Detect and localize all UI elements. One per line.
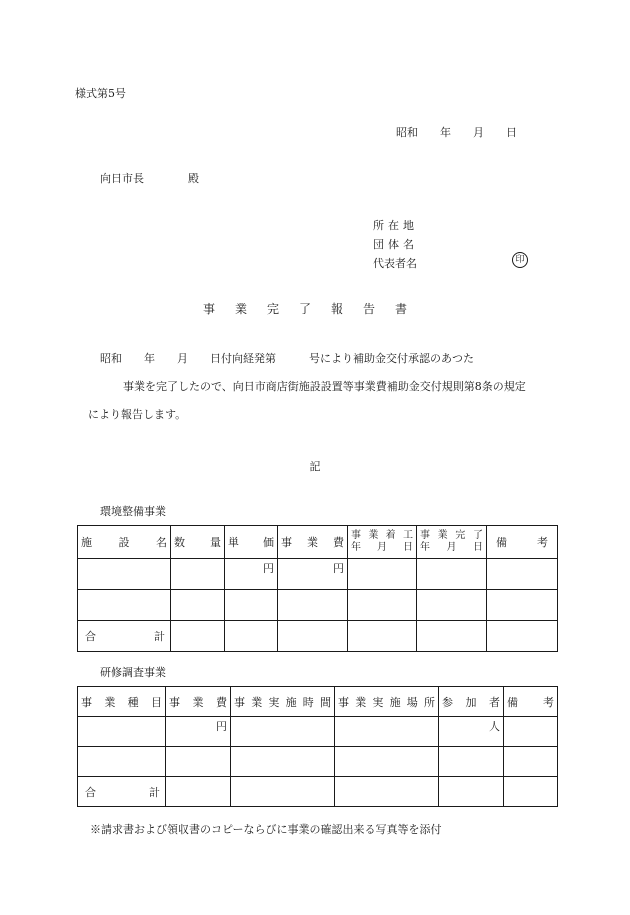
header-char: 時: [302, 695, 314, 709]
form-number: 様式第5号: [75, 87, 126, 100]
cell: [278, 590, 348, 621]
header-char: 工: [402, 530, 413, 541]
address-label: 所在地: [373, 219, 418, 232]
cell: [171, 590, 225, 621]
cell: [439, 777, 504, 807]
header-char: 事: [81, 695, 92, 709]
cell: [348, 621, 417, 652]
header-remarks: [504, 687, 558, 717]
training-project-table: [77, 686, 558, 807]
total-row: [78, 777, 558, 807]
header-char: 名: [156, 536, 167, 549]
cell: [417, 590, 487, 621]
header-char: 費: [216, 695, 227, 709]
header-implementation-place: [335, 687, 439, 717]
header-char: 日: [403, 542, 413, 553]
header-char: 月: [377, 542, 387, 553]
cell: [335, 747, 439, 777]
header-char: 加: [465, 695, 477, 709]
ki-heading: 記: [309, 460, 321, 473]
table-row: [78, 590, 558, 621]
header-implementation-time: [231, 687, 335, 717]
header-char: 計: [149, 785, 160, 799]
body-line-1: 昭和 年 月 日付向経発第 号により補助金交付承認のあつた: [100, 352, 474, 365]
header-char: 目: [150, 695, 162, 709]
header-char: 実: [268, 695, 280, 709]
cell: [78, 559, 171, 590]
header-char: 費: [333, 536, 344, 549]
cell: [439, 747, 504, 777]
header-participants: [439, 687, 504, 717]
cell: [504, 717, 558, 747]
header-char: 数: [174, 536, 185, 549]
header-char: 事: [338, 695, 349, 709]
header-char: 計: [154, 630, 165, 643]
table-header-row: [78, 687, 558, 717]
body-line-3: により報告します。: [88, 408, 187, 421]
cell: [487, 590, 558, 621]
environment-project-table: [77, 525, 558, 652]
table-header-row: [78, 526, 558, 559]
header-complete-date: [417, 526, 487, 559]
cell: [166, 777, 231, 807]
header-char: 設: [118, 536, 130, 549]
header-char: 場: [406, 695, 418, 709]
cost-yen: 円: [166, 717, 231, 747]
header-char: 考: [537, 536, 548, 549]
cell: [335, 717, 439, 747]
header-char: 施: [81, 536, 92, 549]
cell: [171, 621, 225, 652]
header-char: 施: [389, 695, 401, 709]
total-label: [78, 777, 166, 807]
header-char: 者: [489, 695, 500, 709]
header-char: 着: [385, 530, 396, 541]
header-char: 参: [442, 695, 453, 709]
cell: [166, 747, 231, 777]
header-char: 業: [104, 695, 116, 709]
cell: [348, 559, 417, 590]
cell: [78, 747, 166, 777]
table-row: [78, 747, 558, 777]
header-char: 考: [543, 695, 554, 709]
cell: [348, 590, 417, 621]
header-char: 所: [423, 695, 435, 709]
date-line: 昭和 年 月 日: [396, 126, 517, 139]
addressee: 向日市長 殿: [100, 172, 199, 185]
seal-mark: 印: [512, 252, 528, 268]
header-char: 種: [127, 695, 139, 709]
header-unit-price: [225, 526, 278, 559]
total-label: [78, 621, 171, 652]
group-name-label: 団体名: [373, 238, 418, 251]
header-char: 事: [169, 695, 180, 709]
cell: [78, 590, 171, 621]
header-char: 事: [281, 536, 292, 549]
header-char: 価: [263, 536, 274, 549]
header-quantity: [171, 526, 225, 559]
header-char: 業: [437, 530, 448, 541]
cell: [78, 717, 166, 747]
header-char: 合: [85, 785, 96, 799]
cell: [417, 559, 487, 590]
header-char: 完: [455, 530, 466, 541]
header-char: 事: [351, 530, 361, 541]
section-training-heading: 研修調査事業: [100, 666, 166, 679]
header-remarks: [487, 526, 558, 559]
header-char: 月: [446, 542, 457, 553]
attachment-note: ※請求書および領収書のコピーならびに事業の確認出来る写真等を添付: [90, 823, 442, 836]
body-line-2: 事業を完了したので、向日市商店街施設設置等事業費補助金交付規則第8条の規定: [123, 380, 526, 393]
cell: [225, 621, 278, 652]
cell: [231, 747, 335, 777]
section-environment-heading: 環境整備事業: [100, 505, 166, 518]
cell: [171, 559, 225, 590]
cell: [504, 777, 558, 807]
header-char: 単: [228, 536, 239, 549]
header-project-cost: [166, 687, 231, 717]
unit-price-yen: 円: [225, 559, 278, 590]
cell: [487, 559, 558, 590]
document-title: 事業完了報告書: [202, 302, 427, 316]
cell: [335, 777, 439, 807]
cell: [417, 621, 487, 652]
header-char: 事: [420, 530, 430, 541]
header-project-cost: [278, 526, 348, 559]
cell: [231, 717, 335, 747]
header-char: 施: [285, 695, 297, 709]
representative-label: 代表者名: [373, 257, 417, 270]
total-row: [78, 621, 558, 652]
header-char: 備: [496, 536, 507, 549]
header-char: 業: [192, 695, 204, 709]
table-row: [78, 717, 558, 747]
table-row: [78, 559, 558, 590]
header-facility-name: [78, 526, 171, 559]
header-char: 事: [234, 695, 245, 709]
cell: [504, 747, 558, 777]
header-char: 年: [351, 542, 361, 553]
header-char: 量: [210, 536, 221, 549]
cost-yen: 円: [278, 559, 348, 590]
header-project-type: [78, 687, 166, 717]
header-start-date: [348, 526, 417, 559]
header-char: 日: [473, 542, 483, 553]
cell: [225, 590, 278, 621]
header-char: 業: [307, 536, 318, 549]
header-char: 合: [85, 630, 96, 643]
header-char: 業: [368, 530, 379, 541]
header-char: 業: [355, 695, 367, 709]
header-char: 間: [319, 695, 331, 709]
header-char: 実: [372, 695, 384, 709]
cell: [487, 621, 558, 652]
header-char: 了: [472, 530, 483, 541]
cell: [278, 621, 348, 652]
header-char: 年: [420, 542, 430, 553]
header-char: 業: [251, 695, 263, 709]
cell: [231, 777, 335, 807]
participants-unit: 人: [439, 717, 504, 747]
header-char: 備: [507, 695, 518, 709]
